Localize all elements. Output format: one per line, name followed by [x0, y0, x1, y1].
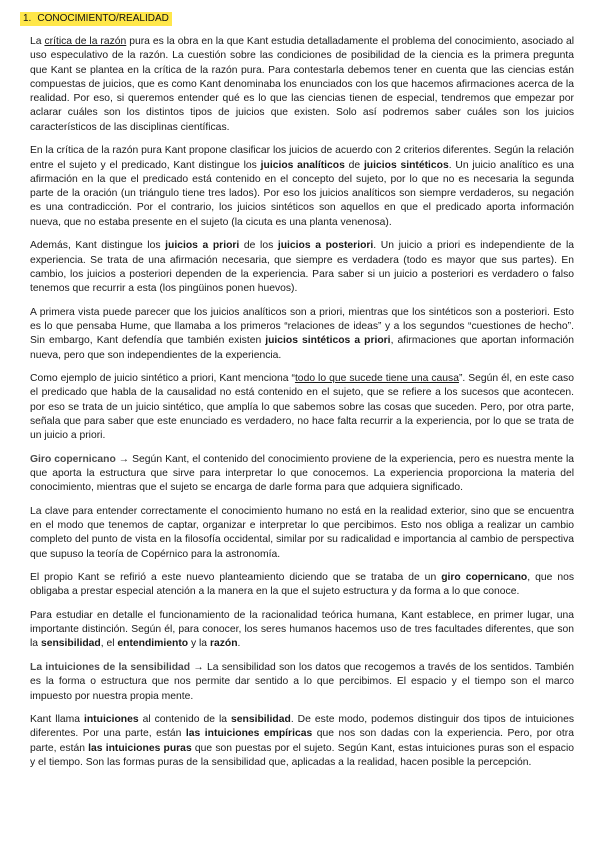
- text-run: El propio Kant se refirió a este nuevo planteamiento diciendo que se trataba de un: [30, 572, 442, 584]
- text-run: A primera vista puede parecer que los juicios analíticos son a priori, mientras que los sintéticos son a posteriori. Esto es lo que pensaba Hume, que llamaba a los primeros “relaciones de ideas” y a los segundos “cuestiones de hecho”. Sin embargo, Kant defendía que también existen: [30, 306, 574, 347]
- text-run: Para estudiar en detalle el funcionamiento de la racionalidad teórica humana, Kant establece, en primer lugar, una importante distinción. Según él, para conocer, los seres humanos hacemos uso de tres facultades diferentes, que son la: [30, 609, 574, 650]
- bold-term-intuiciones-puras: las intuiciones puras: [88, 742, 192, 754]
- paragraph-hume: [30, 306, 574, 363]
- arrow-icon: →: [115, 453, 133, 465]
- paragraph-clave: [30, 505, 574, 562]
- label-giro-copernicano: Giro copernicano: [30, 453, 116, 465]
- text-run: Además, Kant distingue los: [30, 240, 166, 252]
- paragraph-intuiciones-sensibilidad: [30, 661, 574, 704]
- text-run: Kant llama: [30, 714, 84, 726]
- text-run: . Un juicio a priori es independiente de la experiencia. Se trata de una afirmación necesaria, que siempre es verdadera (todo es mayor que sus partes). En cambio, los juicios a posteriori dependen de la experiencia. Para saber si un juicio a posteriori es verdadero o falso tenemos que recurrir a esta (los pingüinos ponen huevos).: [30, 240, 575, 295]
- text-run: , afirmaciones que aportan información nueva, pero que son independientes de la experiencia.: [30, 335, 574, 361]
- text-run: La: [30, 36, 45, 47]
- text-run: que son puestas por el sujeto. Según Kant, estas intuiciones puras son el espacio y el tiempo. Son las formas puras de la sensibilidad que, aplicadas a la realidad, hacen posible la percepción.: [30, 742, 574, 768]
- paragraph-clasificacion-juicios: [30, 144, 574, 230]
- document-body: [30, 35, 574, 779]
- bold-term-juicios-a-priori: juicios a priori: [165, 240, 240, 252]
- text-run: , que nos obligaba a prestar especial atención a la manera en la que el sujeto estructura y da forma a lo que conoce.: [30, 572, 574, 598]
- text-run: pura es la obra en la que Kant estudia detalladamente el problema del conocimiento, asociado al uso especulativo de la razón. La cuestión sobre las condiciones de posibilidad de la ciencia es la primera pregunta que Kant se plantea en la crítica de la razón pura. Para contestarla debemos tener en cuenta que las ciencias están compuestas de juicios, que es como Kant denominaba los enunciados con los que hacemos afirmaciones acerca de la realidad. Por eso, si queremos entender qué es lo que las ciencias tienen de especial, tendremos que empezar por aclarar cuáles son los distintos tipos de juicios que existen. Solo así podremos saber cuáles son los juicios característicos de las disciplinas científicas.: [30, 36, 575, 133]
- text-run: y la: [188, 638, 210, 650]
- paragraph-critica: [30, 35, 574, 135]
- bold-term-entendimiento: entendimiento: [117, 638, 189, 650]
- bold-term-razon: razón: [209, 638, 238, 650]
- paragraph-a-priori: [30, 239, 574, 296]
- text-run: de: [344, 159, 364, 171]
- bold-term-juicios-sinteticos: juicios sintéticos: [363, 159, 449, 171]
- text-run: de los: [239, 240, 278, 252]
- text-run: Como ejemplo de juicio sintético a priori, Kant menciona “: [30, 372, 295, 384]
- section-title: CONOCIMIENTO/REALIDAD: [37, 13, 169, 24]
- text-run: En la crítica de la razón pura Kant propone clasificar los juicios de acuerdo con 2 criterios diferentes. Según la relación entre el sujeto y el predicado, Kant distingue los: [30, 145, 574, 171]
- bold-term-giro-copernicano: giro copernicano: [441, 572, 528, 584]
- arrow-icon: →: [190, 661, 207, 673]
- text-run: La clave para entender correctamente el conocimiento humano no está en la realidad exterior, sino que se encuentra en el modo que tenemos de captar, organizar e interpretar lo que percibimos. Esto nos obliga a realizar un cambio completo del punto de vista en la filosofía occidental, similar por su radicalidad e importancia al cambio de perspectiva que supuso la teoría de Copérnico para la astronomía.: [30, 505, 574, 560]
- underlined-quote-causa: todo lo que sucede tiene una causa: [294, 372, 459, 384]
- paragraph-facultades: [30, 609, 574, 652]
- bold-term-intuiciones-empiricas: las intuiciones empíricas: [185, 728, 313, 740]
- text-run: al contenido de la: [138, 714, 232, 726]
- bold-term-sensibilidad: sensibilidad: [231, 714, 291, 726]
- text-run: . De este modo, podemos distinguir dos tipos de intuiciones diferentes. Por una parte, están: [30, 714, 574, 740]
- text-run: .: [237, 638, 241, 650]
- text-run: que nos son dadas con la experiencia. Pero, por otra parte, están: [30, 728, 574, 754]
- bold-term-juicios-analiticos: juicios analíticos: [260, 159, 345, 171]
- paragraph-intuiciones: [30, 713, 574, 770]
- paragraph-ejemplo-causa: [30, 372, 574, 443]
- bold-term-intuiciones: intuiciones: [83, 714, 139, 726]
- bold-term-juicios-sinteticos-a-priori: juicios sintéticos a priori: [265, 335, 391, 347]
- text-run: . Un juicio analítico es una afirmación en la que el predicado está contenido en el concepto del sujeto, por lo que no es necesaria la segunda parte de la oración (un triángulo tiene tres lados). Por eso los juicios analíticos son siempre verdaderos, su negación es una contradicción. Por el contrario, los juicios sintéticos son aquellos en que el predicado aporta información nueva, que no estaba presente en el sujeto (la cicuta es una planta venenosa).: [30, 159, 575, 228]
- text-run: , el: [100, 638, 118, 650]
- paragraph-propio-kant: [30, 571, 574, 600]
- label-intuiciones-sensibilidad: La intuiciones de la sensibilidad: [30, 661, 191, 673]
- section-heading: [20, 12, 172, 26]
- bold-term-sensibilidad: sensibilidad: [40, 638, 101, 650]
- underlined-term-critica-de-la-razon: crítica de la razón: [44, 36, 127, 47]
- bold-term-juicios-a-posteriori: juicios a posteriori: [277, 240, 374, 252]
- text-run: Según Kant, el contenido del conocimiento proviene de la experiencia, pero es nuestra mente la que aporta la estructura que sirve para interpretar lo que conocemos. La experiencia proporciona la materia del conocimiento, mientras que el sujeto se encarga de darle forma para que adquiera significado.: [30, 453, 574, 494]
- text-run: La sensibilidad son los datos que recogemos a través de los sentidos. También es la forma o estructura que nos permite dar sentido a lo que percibimos. El espacio y el tiempo son el marco impuesto por nuestra propia mente.: [30, 661, 574, 702]
- paragraph-giro-copernicano: [30, 453, 574, 496]
- section-number: 1.: [23, 13, 32, 24]
- text-run: ”. Según él, en este caso el predicado que habla de la causalidad no está contenido en el sujeto, que se refiere a los sucesos que acontecen. por eso se trata de un juicio sintético, que amplía lo que sabemos sobre las cosas que suceden. Pero, por otra parte, señala que para saber que este enunciado es verdadero, no hace falta recurrir a la experiencia, por lo que se trata de un juicio a priori.: [30, 372, 574, 442]
